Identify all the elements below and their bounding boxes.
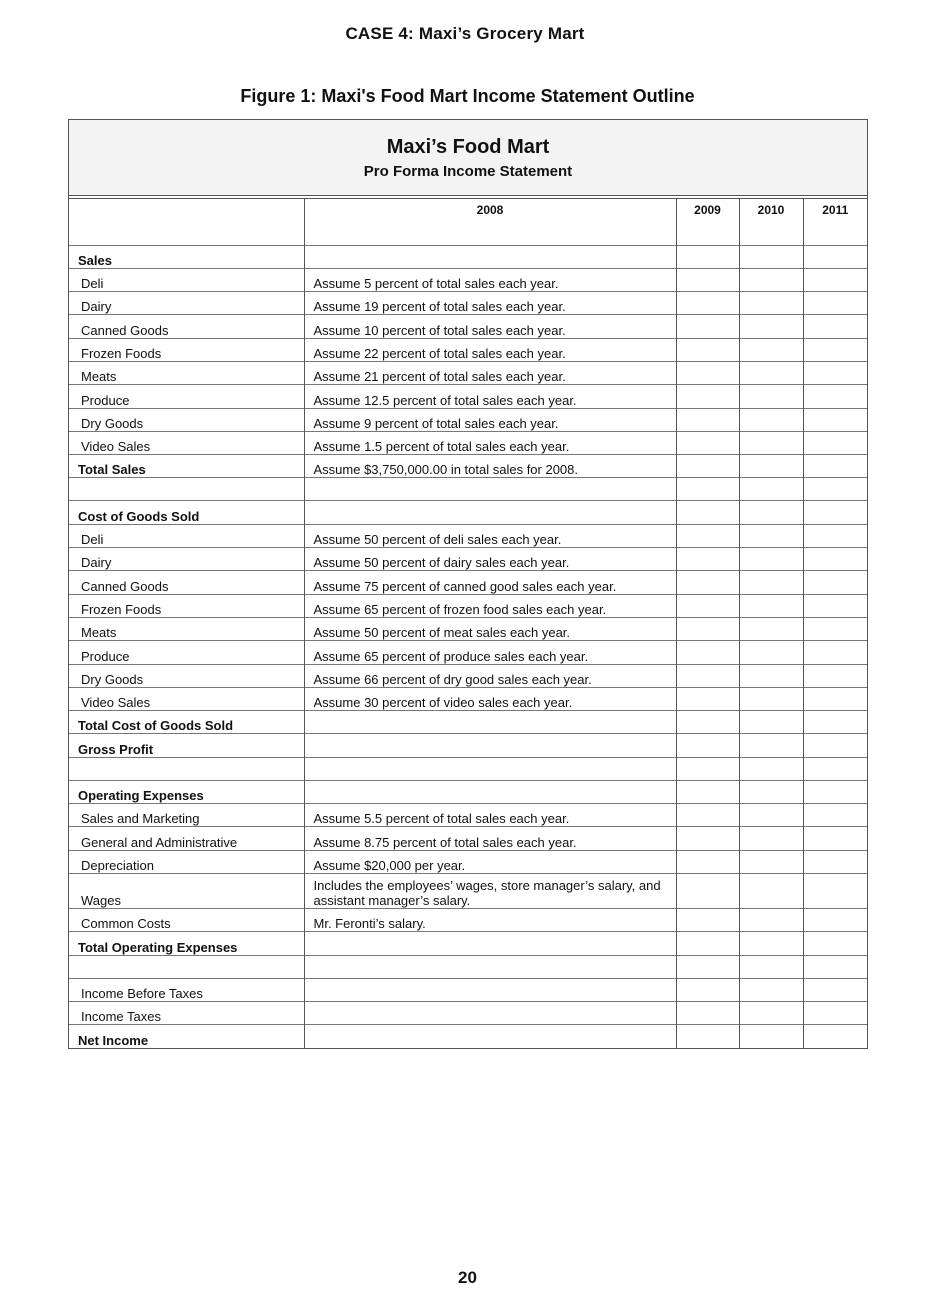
year-value-cell — [676, 268, 739, 291]
year-value-cell — [803, 711, 867, 734]
row-assumption: Assume 22 percent of total sales each year. — [304, 338, 676, 361]
year-value-cell — [803, 617, 867, 640]
row-label: Frozen Foods — [69, 594, 304, 617]
table-row — [69, 641, 867, 664]
row-assumption: Assume 9 percent of total sales each year. — [304, 408, 676, 431]
year-value-cell — [739, 408, 803, 431]
statement-rows — [69, 222, 867, 1048]
year-value-cell — [739, 908, 803, 931]
row-assumption: Assume 5.5 percent of total sales each year. — [304, 804, 676, 827]
year-value-cell — [739, 617, 803, 640]
row-assumption — [304, 734, 676, 757]
table-row — [69, 292, 867, 315]
row-assumption — [304, 222, 676, 245]
table-row — [69, 908, 867, 931]
row-label: Total Sales — [69, 455, 304, 478]
row-assumption: Assume 65 percent of frozen food sales each year. — [304, 594, 676, 617]
year-value-cell — [739, 641, 803, 664]
year-value-cell — [739, 932, 803, 955]
year-value-cell — [803, 955, 867, 978]
year-value-cell — [739, 315, 803, 338]
year-value-cell — [803, 408, 867, 431]
year-value-cell — [676, 873, 739, 908]
table-row — [69, 385, 867, 408]
row-assumption — [304, 932, 676, 955]
year-value-cell — [676, 222, 739, 245]
row-label: Dry Goods — [69, 408, 304, 431]
table-row — [69, 268, 867, 291]
year-value-cell — [676, 361, 739, 384]
row-assumption — [304, 1001, 676, 1024]
year-value-cell — [803, 571, 867, 594]
row-assumption: Assume 30 percent of video sales each year. — [304, 687, 676, 710]
table-row — [69, 571, 867, 594]
year-value-cell — [739, 431, 803, 454]
year-value-cell — [676, 524, 739, 547]
year-value-cell — [739, 594, 803, 617]
row-assumption — [304, 780, 676, 803]
year-value-cell — [676, 757, 739, 780]
table-row — [69, 955, 867, 978]
table-row — [69, 501, 867, 524]
row-label: Income Before Taxes — [69, 978, 304, 1001]
table-row — [69, 873, 867, 908]
year-value-cell — [803, 978, 867, 1001]
row-label: Frozen Foods — [69, 338, 304, 361]
row-label: Sales — [69, 245, 304, 268]
row-assumption — [304, 1025, 676, 1048]
year-value-cell — [676, 908, 739, 931]
year-value-cell — [676, 455, 739, 478]
year-value-cell — [676, 431, 739, 454]
year-value-cell — [739, 1001, 803, 1024]
year-value-cell — [676, 734, 739, 757]
statement-header — [69, 120, 867, 196]
year-value-cell — [676, 711, 739, 734]
year-value-cell — [676, 501, 739, 524]
year-header-2009: 2009 — [676, 199, 739, 222]
year-value-cell — [739, 664, 803, 687]
year-value-cell — [739, 501, 803, 524]
year-value-cell — [676, 687, 739, 710]
year-value-cell — [739, 222, 803, 245]
table-row — [69, 978, 867, 1001]
year-value-cell — [676, 780, 739, 803]
row-assumption: Assume $20,000 per year. — [304, 850, 676, 873]
row-label — [69, 757, 304, 780]
year-value-cell — [803, 478, 867, 501]
table-row — [69, 827, 867, 850]
row-assumption: Assume 5 percent of total sales each year. — [304, 268, 676, 291]
table-row — [69, 757, 867, 780]
row-assumption — [304, 757, 676, 780]
year-value-cell — [803, 524, 867, 547]
table-row — [69, 617, 867, 640]
year-value-cell — [803, 873, 867, 908]
year-value-cell — [739, 780, 803, 803]
row-label: Common Costs — [69, 908, 304, 931]
year-header-row — [69, 199, 867, 222]
row-assumption: Includes the employees’ wages, store manager’s salary, and assistant manager’s salary. — [304, 873, 676, 908]
row-label: Deli — [69, 268, 304, 291]
row-label: Deli — [69, 524, 304, 547]
year-value-cell — [803, 338, 867, 361]
row-assumption: Assume 65 percent of produce sales each year. — [304, 641, 676, 664]
year-value-cell — [739, 978, 803, 1001]
row-assumption: Assume $3,750,000.00 in total sales for 2008. — [304, 455, 676, 478]
year-value-cell — [803, 361, 867, 384]
table-row — [69, 338, 867, 361]
year-value-cell — [676, 571, 739, 594]
figure-title: Figure 1: Maxi's Food Mart Income Statement Outline — [240, 86, 695, 106]
year-value-cell — [676, 664, 739, 687]
row-label: Depreciation — [69, 850, 304, 873]
year-value-cell — [803, 245, 867, 268]
row-assumption: Assume 21 percent of total sales each year. — [304, 361, 676, 384]
table-row — [69, 711, 867, 734]
table-row — [69, 222, 867, 245]
row-assumption — [304, 955, 676, 978]
year-value-cell — [739, 757, 803, 780]
year-value-cell — [739, 338, 803, 361]
year-value-cell — [739, 734, 803, 757]
year-value-cell — [739, 385, 803, 408]
year-value-cell — [803, 757, 867, 780]
year-value-cell — [803, 734, 867, 757]
year-value-cell — [739, 850, 803, 873]
table-row — [69, 594, 867, 617]
row-assumption: Assume 1.5 percent of total sales each year. — [304, 431, 676, 454]
row-assumption: Assume 10 percent of total sales each year. — [304, 315, 676, 338]
row-label: Canned Goods — [69, 315, 304, 338]
table-row — [69, 850, 867, 873]
row-label: Income Taxes — [69, 1001, 304, 1024]
year-value-cell — [803, 268, 867, 291]
row-label — [69, 955, 304, 978]
year-value-cell — [676, 827, 739, 850]
table-row — [69, 548, 867, 571]
year-value-cell — [739, 245, 803, 268]
year-value-cell — [803, 594, 867, 617]
row-label: Operating Expenses — [69, 780, 304, 803]
year-value-cell — [803, 641, 867, 664]
row-label: Sales and Marketing — [69, 804, 304, 827]
row-label: Net Income — [69, 1025, 304, 1048]
header-label-cell — [69, 199, 304, 222]
year-value-cell — [676, 641, 739, 664]
year-value-cell — [676, 932, 739, 955]
table-row — [69, 431, 867, 454]
page-number: 20 — [458, 1268, 477, 1287]
row-label: Cost of Goods Sold — [69, 501, 304, 524]
row-label: Produce — [69, 385, 304, 408]
year-value-cell — [803, 455, 867, 478]
row-assumption: Mr. Feronti’s salary. — [304, 908, 676, 931]
income-statement-table — [69, 199, 867, 1048]
row-assumption: Assume 66 percent of dry good sales each year. — [304, 664, 676, 687]
year-value-cell — [803, 501, 867, 524]
table-row — [69, 664, 867, 687]
year-value-cell — [676, 292, 739, 315]
row-assumption: Assume 50 percent of dairy sales each year. — [304, 548, 676, 571]
table-row — [69, 245, 867, 268]
statement-subtitle: Pro Forma Income Statement — [363, 163, 573, 180]
year-value-cell — [676, 408, 739, 431]
year-value-cell — [739, 804, 803, 827]
row-assumption: Assume 50 percent of meat sales each year. — [304, 617, 676, 640]
year-value-cell — [739, 1025, 803, 1048]
year-value-cell — [803, 431, 867, 454]
year-value-cell — [803, 687, 867, 710]
table-row — [69, 315, 867, 338]
table-row — [69, 780, 867, 803]
year-value-cell — [676, 594, 739, 617]
year-value-cell — [676, 478, 739, 501]
row-label: Video Sales — [69, 431, 304, 454]
row-label: Produce — [69, 641, 304, 664]
row-label: Meats — [69, 361, 304, 384]
table-row — [69, 734, 867, 757]
year-value-cell — [803, 315, 867, 338]
row-label: Meats — [69, 617, 304, 640]
year-value-cell — [739, 827, 803, 850]
table-row — [69, 804, 867, 827]
year-value-cell — [676, 338, 739, 361]
year-value-cell — [676, 617, 739, 640]
year-value-cell — [803, 804, 867, 827]
year-value-cell — [739, 292, 803, 315]
year-value-cell — [803, 827, 867, 850]
table-row — [69, 1025, 867, 1048]
year-value-cell — [676, 245, 739, 268]
year-value-cell — [803, 292, 867, 315]
year-value-cell — [803, 664, 867, 687]
row-assumption: Assume 12.5 percent of total sales each year. — [304, 385, 676, 408]
year-value-cell — [803, 1025, 867, 1048]
year-value-cell — [739, 873, 803, 908]
year-value-cell — [739, 478, 803, 501]
row-label — [69, 478, 304, 501]
year-value-cell — [676, 978, 739, 1001]
row-assumption — [304, 711, 676, 734]
year-value-cell — [803, 780, 867, 803]
row-label: Video Sales — [69, 687, 304, 710]
row-label: Dairy — [69, 548, 304, 571]
row-label — [69, 222, 304, 245]
table-row — [69, 455, 867, 478]
year-value-cell — [739, 361, 803, 384]
year-value-cell — [676, 548, 739, 571]
year-value-cell — [676, 804, 739, 827]
year-value-cell — [739, 571, 803, 594]
year-value-cell — [803, 1001, 867, 1024]
year-value-cell — [739, 455, 803, 478]
row-label: Canned Goods — [69, 571, 304, 594]
table-row — [69, 361, 867, 384]
year-value-cell — [739, 711, 803, 734]
table-row — [69, 408, 867, 431]
row-assumption: Assume 50 percent of deli sales each year. — [304, 524, 676, 547]
year-value-cell — [803, 385, 867, 408]
year-value-cell — [739, 955, 803, 978]
year-value-cell — [739, 524, 803, 547]
year-value-cell — [676, 315, 739, 338]
row-label: Total Cost of Goods Sold — [69, 711, 304, 734]
company-name: Maxi’s Food Mart — [386, 136, 550, 158]
row-assumption — [304, 501, 676, 524]
table-row — [69, 687, 867, 710]
year-value-cell — [739, 268, 803, 291]
row-label: Dry Goods — [69, 664, 304, 687]
year-header-2008: 2008 — [304, 199, 676, 222]
year-value-cell — [676, 385, 739, 408]
year-value-cell — [803, 548, 867, 571]
table-row — [69, 1001, 867, 1024]
year-value-cell — [803, 932, 867, 955]
year-header-2011: 2011 — [803, 199, 867, 222]
year-value-cell — [803, 908, 867, 931]
table-row — [69, 478, 867, 501]
year-value-cell — [676, 850, 739, 873]
row-label: Dairy — [69, 292, 304, 315]
table-row — [69, 932, 867, 955]
year-value-cell — [676, 955, 739, 978]
income-statement-sheet — [68, 119, 868, 1049]
year-value-cell — [676, 1001, 739, 1024]
row-label: Gross Profit — [69, 734, 304, 757]
row-label: General and Administrative — [69, 827, 304, 850]
row-label: Wages — [69, 873, 304, 908]
row-assumption: Assume 19 percent of total sales each year. — [304, 292, 676, 315]
case-title: CASE 4: Maxi’s Grocery Mart — [345, 24, 585, 43]
year-value-cell — [676, 1025, 739, 1048]
row-label: Total Operating Expenses — [69, 932, 304, 955]
row-assumption: Assume 8.75 percent of total sales each year. — [304, 827, 676, 850]
row-assumption — [304, 245, 676, 268]
year-value-cell — [803, 222, 867, 245]
year-header-2010: 2010 — [739, 199, 803, 222]
year-value-cell — [803, 850, 867, 873]
row-assumption — [304, 478, 676, 501]
table-row — [69, 524, 867, 547]
year-value-cell — [739, 687, 803, 710]
row-assumption — [304, 978, 676, 1001]
year-value-cell — [739, 548, 803, 571]
row-assumption: Assume 75 percent of canned good sales each year. — [304, 571, 676, 594]
